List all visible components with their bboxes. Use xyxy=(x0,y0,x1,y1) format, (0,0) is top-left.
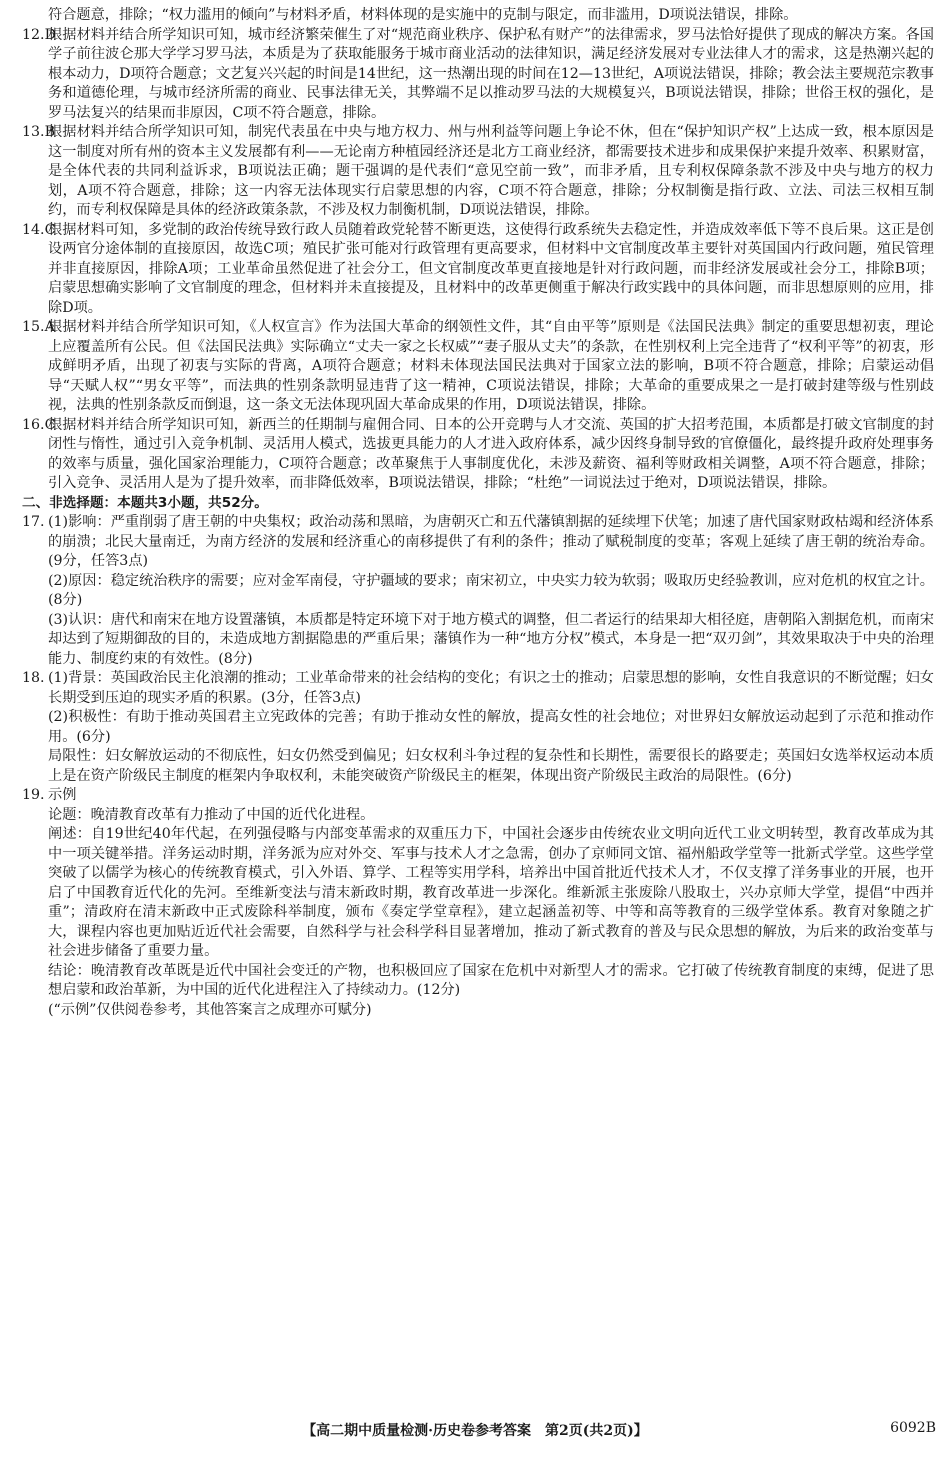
item-19-heading: 示例 xyxy=(48,787,77,803)
answer-item-19 xyxy=(22,786,934,1020)
paragraph-continued: 符合题意，排除；“权力滥用的倾向”与材料矛盾，材料体现的是实施中的克制与限定，而非滥用，D项说法错误，排除。 xyxy=(48,7,798,23)
item-number: 13.B xyxy=(22,124,55,140)
footer-title: 【高二期中质量检测·历史卷参考答案 第2页(共2页)】 xyxy=(302,1423,648,1439)
answer-item-15 xyxy=(22,318,934,416)
item-17-part-2: (2)原因：稳定统治秩序的需要；应对金军南侵，守护疆域的要求；南宋初立，中央实力较为软弱；吸取历史经验教训，应对危机的权宜之计。(8分) xyxy=(48,572,934,608)
item-number: 12.D xyxy=(22,26,56,43)
item-17-part-3: (3)认识：唐代和南宋在地方设置藩镇，本质都是特定环境下对于地方模式的调整，但二者运行的结果却大相径庭，唐朝陷入割据危机，而南宋却达到了短期御敌的目的，未造成地方割据隐患的严重后果；藩镇作为一种“地方分权”模式，本身是一把“双刃剑”，其效果取决于中央的治理能力、制度约束的有效性。(8分) xyxy=(48,611,934,667)
item-18-part-3: 局限性：妇女解放运动的不彻底性，妇女仍然受到偏见；妇女权利斗争过程的复杂性和长期性，需要很长的路要走；英国妇女选举权运动本质上是在资产阶级民主制度的框架内争取权利，未能突破资产阶级民主的框架，体现出资产阶级民主政治的局限性。(6分) xyxy=(48,748,934,784)
item-18-part-2: (2)积极性：有助于推动英国君主立宪政体的完善；有助于推动女性的解放，提高女性的社会地位；对世界妇女解放运动起到了示范和推动作用。(6分) xyxy=(48,709,934,745)
section-heading: 二、非选择题：本题共3小题，共52分。 xyxy=(22,494,268,511)
answer-item-16 xyxy=(22,416,934,494)
item-text: 根据材料并结合所学知识可知，城市经济繁荣催生了对“规范商业秩序、保护私有财产”的法律需求，罗马法恰好提供了现成的解决方案。各国学子前往波仑那大学学习罗马法，本质是为了获取能服务于城市商业活动的法律知识，满足经济发展对专业法律人才的需求，这是热潮兴起的根本动力，D项符合题意；文艺复兴兴起的时间是14世纪，这一热潮出现的时间在12—13世纪，A项说法错误，排除；教会法主要规范宗教事务和道德伦理，与城市经济所需的商业、民事法律无关，其弊端不足以推动罗马法的大规模复兴，B项说法错误，排除；世俗王权的强化，是罗马法复兴的结果而非原因，C项不符合题意，排除。 xyxy=(48,26,934,121)
item-19-thesis: 论题：晚清教育改革有力推动了中国的近代化进程。 xyxy=(48,806,375,823)
item-text: 根据材料并结合所学知识可知，新西兰的任期制与雇佣合同、日本的公开竞聘与人才交流、英国的扩大招考范围，本质都是打破文官制度的封闭性与惰性，通过引入竞争机制、灵活用人模式，选拔更具能力的人才进入政府体系，减少因终身制导致的官僚僵化，最终提升政府处理事务的效率与质量，强化国家治理能力，C项符合题意；改革聚焦于人事制度优化，未涉及薪资、福利等财政相关调整，A项不符合题意，排除；引入竞争、灵活用人是为了提升效率，而非降低效率，B项说法错误，排除；“杜绝”一词说法过于绝对，D项说法错误，排除。 xyxy=(48,416,934,491)
answer-item-13 xyxy=(22,123,934,221)
answer-item-14 xyxy=(22,221,934,319)
item-text: 根据材料并结合所学知识可知，《人权宣言》作为法国大革命的纲领性文件，其“自由平等”原则是《法国民法典》制定的重要思想初衷，理论上应覆盖所有公民。但《法国民法典》实际确立“丈夫一家之长权威”“妻子服从丈夫”的条款，在性别权利上完全违背了“权利平等”的初衷，形成鲜明矛盾，出现了初衷与实际的背离，A项符合题意；材料未体现法国民法典对于国家立法的影响，B项不符合题意，排除；启蒙运动倡导“天赋人权”“男女平等”，而法典的性别条款明显违背了这一精神，C项说法错误，排除；大革命的重要成果之一是打破封建等级与性别歧视，法典的性别条款反而倒退，这一条文无法体现巩固大革命成果的作用，D项说法错误，排除。 xyxy=(48,319,934,413)
item-text: 根据材料可知，多党制的政治传统导致行政人员随着政党轮替不断更迭，这使得行政系统失去稳定性，并造成效率低下等不良后果。这正是创设两官分途体制的直接原因，故选C项；殖民扩张可能对行政管理有更高要求，但材料中文官制度改革主要针对英国国内行政问题，殖民管理并非直接原因，排除A项；工业革命虽然促进了社会分工，但文官制度改革更直接地是针对行政问题，而非经济发展或社会分工，排除B项；启蒙思想确实影响了文官制度的理念，但材料并未直接提及，且材料中的改革更侧重于解决行政实践中的具体问题，而非思想原则的应用，排除D项。 xyxy=(48,221,934,316)
item-17-part-1: (1)影响：严重削弱了唐王朝的中央集权；政治动荡和黑暗，为唐朝灭亡和五代藩镇割据的延续埋下伏笔；加速了唐代国家财政枯竭和经济体系的崩溃；北民大量南迁，为南方经济的发展和经济重心的南移提供了有利的条件；推动了赋税制度的变革；客观上延续了唐王朝的统治寿命。(9分，任答3点) xyxy=(48,514,934,569)
item-number: 17. xyxy=(22,514,45,530)
item-19-conclusion: 结论：晚清教育改革既是近代中国社会变迁的产物，也积极回应了国家在危机中对新型人才的需求。它打破了传统教育制度的束缚，促进了思想启蒙和政治革新，为中国的近代化进程注入了持续动力。(12分) xyxy=(48,962,934,998)
answer-item-17 xyxy=(22,513,934,669)
answer-item-18 xyxy=(22,669,934,786)
item-number: 16.C xyxy=(22,416,56,433)
answer-page xyxy=(22,6,934,1020)
item-number: 14.C xyxy=(22,221,56,238)
item-number: 15.A xyxy=(22,319,55,335)
item-number: 19. xyxy=(22,787,45,803)
page-footer xyxy=(0,1420,950,1442)
item-text: 根据材料并结合所学知识可知，制宪代表虽在中央与地方权力、州与州利益等问题上争论不休，但在“保护知识产权”上达成一致，根本原因是这一制度对所有州的资本主义发展都有利——无论南方种植园经济还是北方工商业经济，都需要技术进步和成果保护来提升效率、积累财富，是全体代表的共同利益诉求，B项说法正确；题干强调的是代表们“意见空前一致”，而非矛盾，且专利权保障条款不涉及中央与地方的权力划，A项不符合题意，排除；这一内容无法体现实行启蒙思想的内容，C项不符合题意，排除；分权制衡是指行政、立法、司法三权相互制约，而专利权保障是具体的经济政策条款，不涉及权力制衡机制，D项说法错误，排除。 xyxy=(48,124,934,218)
item-18-part-1: (1)背景：英国政治民主化浪潮的推动；工业革命带来的社会结构的变化；有识之士的推动；启蒙思想的影响，女性自我意识的不断觉醒；妇女长期受到压迫的现实矛盾的积累。(3分，任答3点) xyxy=(48,670,934,706)
item-19-note: (“示例”仅供阅卷参考，其他答案言之成理亦可赋分) xyxy=(48,1001,372,1018)
answer-item-12 xyxy=(22,26,934,124)
item-19-argument: 阐述：自19世纪40年代起，在列强侵略与内部变革需求的双重压力下，中国社会逐步由传统农业文明向近代工业文明转型，教育改革成为其中一项关键举措。洋务运动时期，洋务派为应对外交、军事与技术人才之急需，创办了京师同文馆、福州船政学堂等一批新式学堂。这些学堂突破了以儒学为核心的传统教育模式，引入外语、算学、工程等实用学科，培养出中国首批近代技术人才，不仅支撑了洋务事业的开展，也开启了中国教育近代化的先河。至维新变法与清末新政时期，教育改革进一步深化。维新派主张废除八股取士，兴办京师大学堂，提倡“中西并重”；清政府在清末新政中正式废除科举制度，颁布《奏定学堂章程》，建立起涵盖初等、中等和高等教育的三级学堂体系。教育对象随之扩大，课程内容也更加贴近近代社会需要，自然科学与社会科学科目显著增加，推动了新式教育的普及与民众思想的解放，为后来的政治变革与社会进步储备了重要力量。 xyxy=(48,826,934,959)
footer-code: 6092B xyxy=(890,1420,936,1436)
item-number: 18. xyxy=(22,670,45,686)
